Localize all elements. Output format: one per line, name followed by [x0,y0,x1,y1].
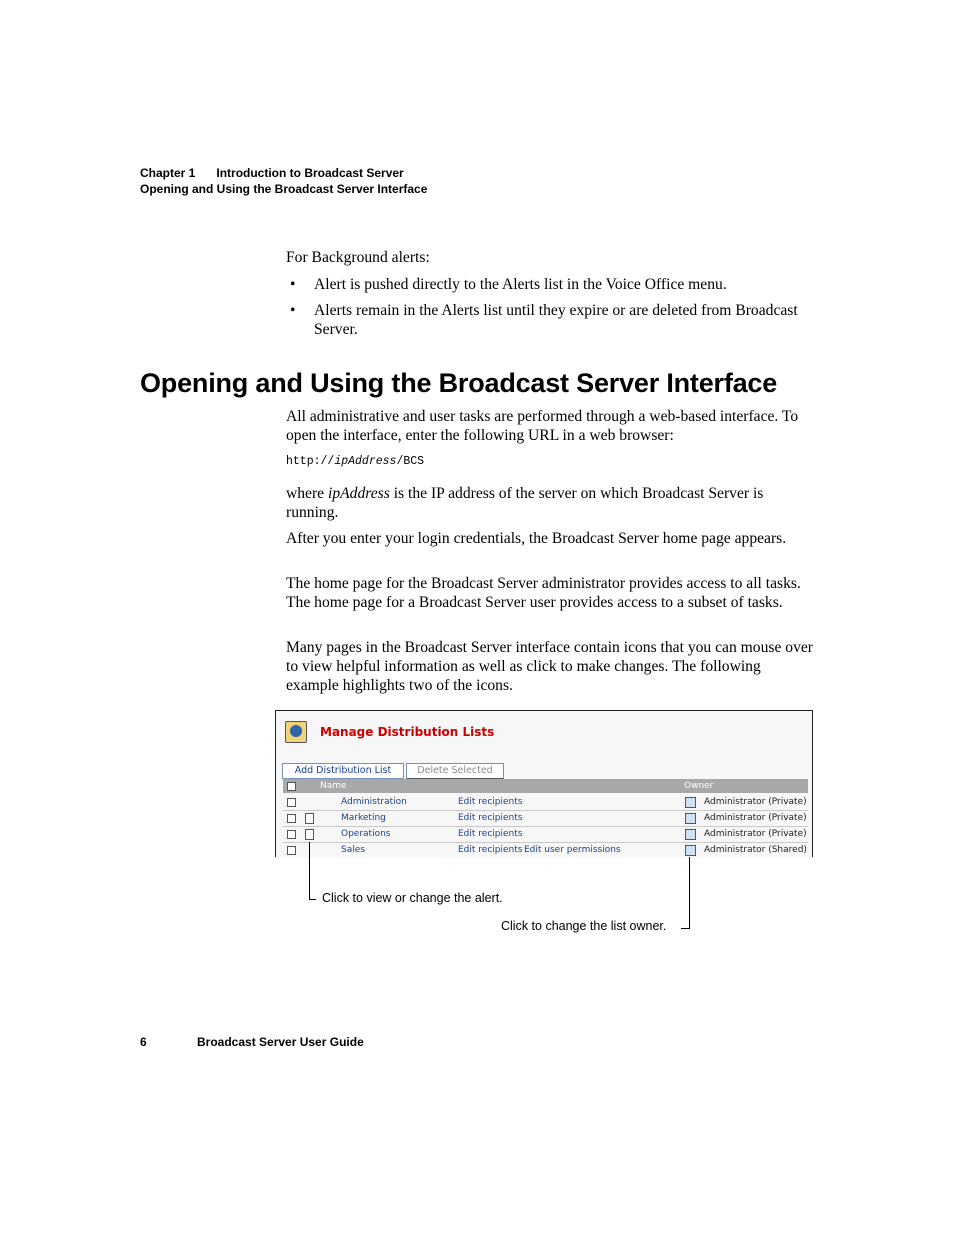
owner-value: Administrator (Private) [704,829,807,839]
edit-owner-icon[interactable] [685,829,696,840]
alert-icon[interactable] [305,813,314,824]
url-example: http://ipAddress/BCS [286,455,425,468]
row-checkbox[interactable] [287,814,296,823]
list-name-link[interactable]: Sales [341,845,365,855]
edit-recipients-link[interactable]: Edit recipients [458,797,523,807]
bullet-icon: • [290,302,296,319]
paragraph-1: All administrative and user tasks are performed through a web-based interface. To open the interface, enter the following URL in a web browser: [286,408,799,444]
chapter-label: Chapter 1 [140,166,196,180]
callout-owner: Click to change the list owner. [501,919,667,933]
paragraph-2: where ipAddress is the IP address of the server on which Broadcast Server is running. [286,485,764,521]
bullet-text: Alerts remain in the Alerts list until they expire or are deleted from Broadcast Server. [314,302,798,338]
section-heading: Opening and Using the Broadcast Server Interface [140,368,778,398]
column-owner: Owner [684,781,714,791]
owner-value: Administrator (Private) [704,797,807,807]
table-row [283,843,808,858]
table-row [283,795,808,811]
callout-alert: Click to view or change the alert. [322,891,503,905]
row-checkbox[interactable] [287,846,296,855]
figure-border-right [812,710,813,857]
guide-title: Broadcast Server User Guide [197,1035,364,1049]
table-header [283,779,808,793]
paragraph-3: After you enter your login credentials, the Broadcast Server home page appears. [286,530,787,547]
list-name-link[interactable]: Operations [341,829,391,839]
edit-recipients-link[interactable]: Edit recipients [458,845,523,855]
paragraph-5: Many pages in the Broadcast Server interface contain icons that you can mouse over to view helpful information as well as click to make changes. The following example highlights two of the icons. [286,639,813,694]
edit-user-permissions-link[interactable]: Edit user permissions [524,845,621,855]
callout-tick-alert [309,899,316,900]
bullet-item [290,301,816,339]
bullet-icon: • [290,276,296,293]
paragraph-4: The home page for the Broadcast Server administrator provides access to all tasks. The home page for a Broadcast Server user provides access to a subset of tasks. [286,575,801,611]
alert-icon[interactable] [305,829,314,840]
figure-screenshot [275,710,813,858]
callout-tick-owner [681,928,690,929]
table-row [283,827,808,843]
row-checkbox[interactable] [287,798,296,807]
edit-recipients-link[interactable]: Edit recipients [458,813,523,823]
edit-owner-icon[interactable] [685,813,696,824]
edit-owner-icon[interactable] [685,797,696,808]
list-name-link[interactable]: Marketing [341,813,386,823]
callout-line-owner [689,857,690,928]
running-header-chapter [140,166,404,180]
figure-border-left [275,710,276,857]
bullet-text: Alert is pushed directly to the Alerts list in the Voice Office menu. [314,276,727,293]
running-header-section: Opening and Using the Broadcast Server Interface [140,182,428,196]
list-name-link[interactable]: Administration [341,797,407,807]
row-checkbox[interactable] [287,830,296,839]
delete-selected-button[interactable]: Delete Selected [406,763,504,780]
edit-recipients-link[interactable]: Edit recipients [458,829,523,839]
figure-title: Manage Distribution Lists [320,725,495,739]
bullet-item [290,275,816,294]
edit-owner-icon[interactable] [685,845,696,856]
owner-value: Administrator (Shared) [704,845,807,855]
globe-icon [285,721,307,743]
callout-line-alert [309,842,310,899]
select-all-checkbox[interactable] [287,782,296,791]
column-name: Name [320,781,347,791]
intro-lead: For Background alerts: [286,249,430,266]
add-distribution-list-button[interactable]: Add Distribution List [282,763,404,779]
table-row [283,811,808,827]
page-number: 6 [140,1035,147,1049]
owner-value: Administrator (Private) [704,813,807,823]
chapter-title: Introduction to Broadcast Server [216,166,404,180]
